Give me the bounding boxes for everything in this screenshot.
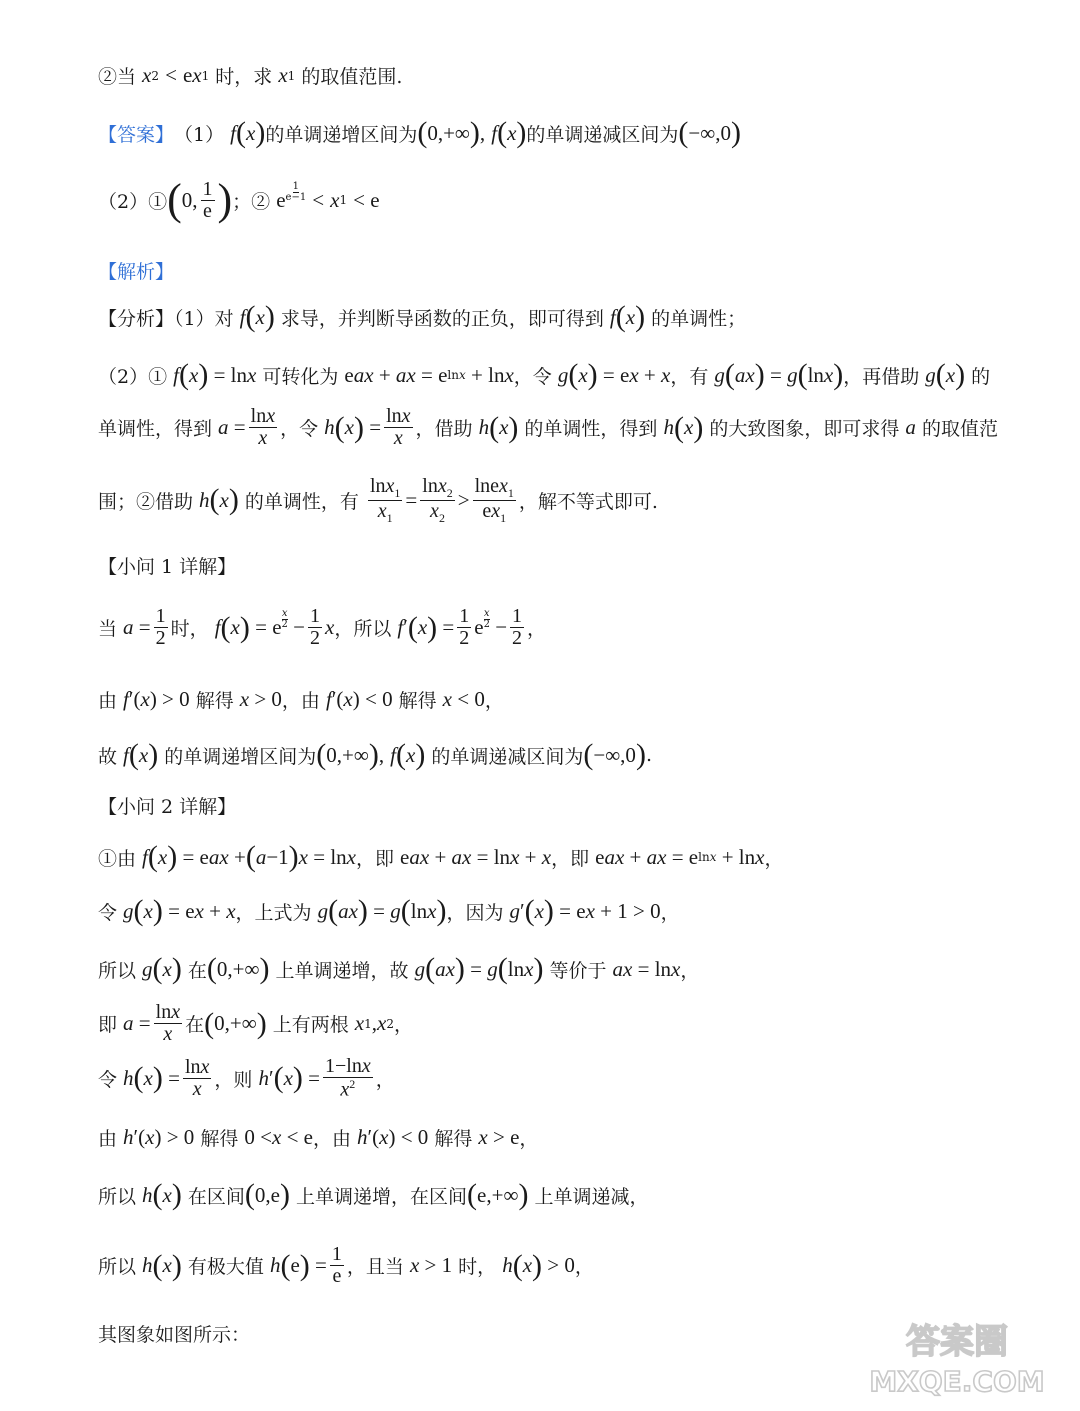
s2-line-3: 所以 g ( x ) 在 ( 0,+∞ ) 上单调递增，故 g ( ax ) = g ( ln x ) 等价于 ax = ln x ， xyxy=(98,952,700,985)
analysis-label: 【解析】 xyxy=(98,261,175,283)
s2-line-6: 由 h ′( x ) > 0 解得 0 < x < e ，由 h ′( x ) < 0 解得 x > e ， xyxy=(98,1125,539,1150)
s2-line-8: 所以 h ( x ) 有极大值 h ( e ) = $\frac{1}{e}$ ，且当 x > 1 时， h ( x ) > 0 ， xyxy=(98,1243,594,1287)
answer-label: 【答案】 xyxy=(98,123,175,146)
question-2-condition: ②当 x 2 < e x 1 时，求 x 1 的取值范围. xyxy=(98,63,403,88)
s2-line-9: 其图象如图所示： xyxy=(98,1324,251,1346)
s2-line-4: 即 a = $\frac{\ln x}{x}$ 在 ( 0,+∞ ) 上有两根 x 1 , x 2 ， xyxy=(98,1001,413,1045)
s2-line-5: 令 h ( x ) = $\frac{\ln x}{x}$ ，则 h ′ ( x ) = $\frac{1-\ln x}{x^2}$ ， xyxy=(98,1055,395,1101)
answer-line-1: 【答案】 （1） f ( x ) 的单调递增区间为 ( 0,+∞ ) , f ( x ) 的单调递减区间为 ( −∞,0 ) xyxy=(98,116,741,149)
s1-line-2: 由 f ′( x ) > 0 解得 x > 0 ，由 f ′( x ) < 0 解得 x < 0 ， xyxy=(98,687,504,712)
sub-question-2-label: 【小问 2 详解】 xyxy=(98,796,237,818)
s2-line-2: 令 g ( x ) = e x + x ，上式为 g ( ax ) = g ( ln x ) ，因为 g ′ ( x ) = e x + 1 > 0 ， xyxy=(98,894,680,927)
s2-line-1: ①由 f ( x ) = e ax + ( a −1 ) x = ln x ，即 e ax + ax = ln x + x ，即 e ax + ax = e lnx + ln x ， xyxy=(98,840,784,873)
watermark-logo xyxy=(862,1317,1052,1397)
fenxi-line-1: 【分析】（1）对 f ( x ) 求导，并判断导函数的正负，即可得到 f ( x ) 的单调性； xyxy=(98,300,747,333)
s2-line-7: 所以 h ( x ) 在区间 ( 0,e ) 上单调递增，在区间 ( e,+∞ ) 上单调递减， xyxy=(98,1178,649,1211)
sub-question-1-label: 【小问 1 详解】 xyxy=(98,556,237,578)
answer-line-2: （2）① ( 0, $\frac{1}{e}$ ) ；② e $^{1 e-1}$ < x 1 < e xyxy=(98,175,380,224)
s1-line-3: 故 f ( x ) 的单调递增区间为 ( 0,+∞ ) , f ( x ) 的单调递减区间为 ( −∞,0 ) . xyxy=(98,738,652,771)
fenxi-line-4: 围；②借助 h ( x ) 的单调性，有 $\frac{\ln x_1}{x_1}$ = $\frac{\ln x_2}{x_2}$ > $\frac{lnex_1}{ex_1}$ ，解不等式即可. xyxy=(98,475,658,525)
s1-line-1: 当 a = $\frac{1}{2}$ 时， f ( x ) = e $^{x 2}$ − $\frac{1}{2}$ x ，所以 f ′ ( x ) = $\frac{1}{2}$ e $^{x 2}$ − $\frac{1}{2}$ ， xyxy=(98,605,547,649)
watermark-top-text: 答案圈 xyxy=(906,1322,1008,1362)
watermark-bottom-text: MXQE.COM xyxy=(869,1365,1045,1397)
fenxi-line-3: 单调性，得到 a = $\frac{\ln x}{x}$ ，令 h ( x ) = $\frac{\ln x}{x}$ ，借助 h ( x ) 的单调性，得到 h ( x ) 的大致图象，即可求得 a 的取值范 xyxy=(98,405,998,449)
fenxi-line-2: （2）① f ( x ) = ln x 可转化为 e ax + ax = e lnx + ln x ，令 g ( x ) = e x + x ，有 g ( ax ) = g ( ln x ) ，再借助 g ( x ) 的 xyxy=(98,358,991,391)
